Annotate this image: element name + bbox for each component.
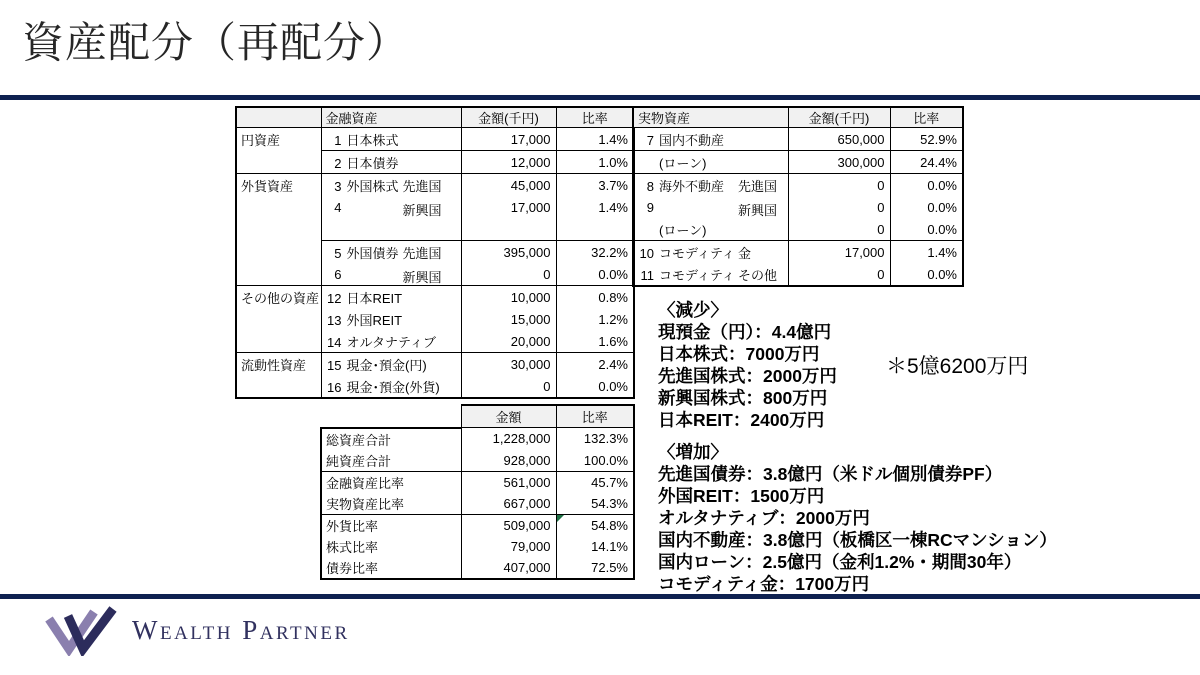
table-row [236, 263, 634, 286]
item-number: 9 [646, 199, 654, 215]
cell-ratio [556, 514, 634, 536]
cell-ratio: 1.4% [556, 196, 634, 218]
cell-item [321, 330, 461, 353]
total-aside-note: ＊5億6200万円 [886, 355, 1029, 378]
cell-item [321, 128, 461, 151]
table-row [236, 128, 634, 151]
cell-ratio: 1.4% [556, 128, 634, 151]
table-row [236, 196, 634, 218]
cell-item [633, 196, 788, 218]
cell-amount: 407,000 [461, 557, 556, 579]
note-line: 国内不動産：3.8億円（板橋区一棟RCマンション） [658, 530, 1057, 550]
cell-ratio: 1.4% [890, 241, 963, 264]
cell-item [633, 151, 788, 174]
cell-amount: 300,000 [788, 151, 890, 174]
item-name: (ローン) [659, 222, 707, 238]
cell-amount: 0 [788, 196, 890, 218]
cell-amount: 17,000 [461, 128, 556, 151]
cell-category [236, 151, 321, 174]
note-line: 現預金（円）：4.4億円 [658, 322, 832, 342]
item-name: 現金･預金(円) [346, 357, 427, 373]
cell-amount: 928,000 [461, 450, 556, 472]
cell-item [321, 353, 461, 376]
item-name: 現金･預金(外貨) [346, 379, 440, 395]
real-assets-table [632, 106, 964, 287]
cell-ratio [556, 218, 634, 241]
table-row [633, 263, 963, 286]
table-header-row [236, 107, 634, 128]
cell-category: 外貨資産 [236, 174, 321, 197]
item-number: 3 [334, 178, 342, 194]
item-region: 新興国 [738, 202, 778, 218]
header-ratio: 比率 [890, 107, 963, 128]
cell-ratio: 3.7% [556, 174, 634, 197]
cell-item [321, 263, 461, 286]
cell-amount: 20,000 [461, 330, 556, 353]
cell-item [321, 196, 461, 218]
cell-category: 流動性資産 [236, 353, 321, 376]
item-region: 新興国 [402, 269, 442, 285]
cell-ratio-value: 54.8% [591, 517, 628, 533]
cell-amount: 0 [788, 174, 890, 197]
cell-category [236, 196, 321, 218]
item-number: 11 [640, 267, 654, 283]
header-amount: 金額(千円) [788, 107, 890, 128]
wealth-partner-logo-icon [44, 604, 118, 656]
cell-ratio: 0.0% [890, 196, 963, 218]
note-line: コモディティ金：1700万円 [658, 574, 870, 594]
item-name: 海外不動産 [659, 178, 725, 194]
cell-ratio: 100.0% [556, 450, 634, 472]
table-row [236, 308, 634, 330]
header-amount: 金額 [461, 405, 556, 428]
table-row [236, 375, 634, 398]
header-asset: 金融資産 [321, 107, 461, 128]
table-row [321, 471, 634, 493]
cell-label: 総資産合計 [321, 428, 461, 450]
summary-table [320, 404, 635, 580]
cell-amount: 0 [788, 218, 890, 241]
note-line: 先進国債券：3.8億円（米ドル個別債券PF） [658, 464, 1003, 484]
item-name: 日本株式 [346, 132, 399, 148]
table-row [236, 218, 634, 241]
header-corner-cell [236, 107, 321, 128]
cell-item [321, 218, 461, 241]
item-name: 外国株式 [346, 178, 399, 194]
item-number: 1 [334, 132, 342, 148]
item-region: その他 [738, 267, 778, 283]
note-line: 新興国株式：800万円 [658, 388, 828, 408]
item-name: 外国REIT [346, 312, 403, 328]
cell-label: 外貨比率 [321, 514, 461, 536]
header-ratio: 比率 [556, 405, 634, 428]
note-line: 先進国株式：2000万円 [658, 366, 837, 386]
table-row [236, 353, 634, 376]
cell-label: 純資産合計 [321, 450, 461, 472]
cell-ratio: 0.0% [890, 218, 963, 241]
brand-name: Wealth Partner [132, 614, 350, 645]
item-name: 国内不動産 [659, 132, 725, 148]
cell-ratio: 0.0% [556, 375, 634, 398]
table-row [321, 557, 634, 579]
cell-category [236, 375, 321, 398]
cell-item [633, 263, 788, 286]
item-name: コモディティ [659, 245, 735, 261]
cell-item [633, 218, 788, 241]
cell-item [321, 174, 461, 197]
cell-item [321, 375, 461, 398]
item-name: 日本REIT [346, 290, 403, 306]
cell-item [633, 241, 788, 264]
cell-ratio: 1.0% [556, 151, 634, 174]
cell-ratio: 132.3% [556, 428, 634, 450]
bottom-divider [0, 594, 1200, 599]
increase-section [658, 441, 1057, 595]
cell-ratio: 72.5% [556, 557, 634, 579]
cell-category [236, 263, 321, 286]
cell-category [236, 330, 321, 353]
cell-amount: 395,000 [461, 241, 556, 264]
cell-label: 株式比率 [321, 536, 461, 557]
cell-ratio: 24.4% [890, 151, 963, 174]
table-row [321, 536, 634, 557]
top-divider [0, 95, 1200, 100]
cell-amount: 0 [461, 375, 556, 398]
table-row [236, 174, 634, 197]
note-line: 外国REIT：1500万円 [658, 486, 825, 506]
note-line: 日本株式：7000万円 [658, 344, 820, 364]
table-row [633, 218, 963, 241]
cell-ratio: 0.0% [890, 263, 963, 286]
cell-ratio: 52.9% [890, 128, 963, 151]
cell-item [633, 128, 788, 151]
item-name: コモディティ [659, 267, 735, 283]
cell-amount: 30,000 [461, 353, 556, 376]
item-number: 4 [334, 199, 342, 215]
cell-category [236, 308, 321, 330]
item-number: 15 [327, 357, 342, 373]
header-ghost-cell [321, 405, 461, 428]
cell-amount: 17,000 [788, 241, 890, 264]
table-row [633, 196, 963, 218]
item-number: 6 [334, 266, 342, 282]
cell-amount: 1,228,000 [461, 428, 556, 450]
header-asset: 実物資産 [633, 107, 788, 128]
cell-ratio: 0.0% [890, 174, 963, 197]
item-region: 先進国 [402, 178, 442, 194]
table-row [321, 450, 634, 472]
item-number: 2 [334, 155, 342, 171]
item-name: 外国債券 [346, 245, 399, 261]
table-row [321, 428, 634, 450]
cell-label: 金融資産比率 [321, 471, 461, 493]
cell-amount: 561,000 [461, 471, 556, 493]
cell-amount: 650,000 [788, 128, 890, 151]
header-ratio: 比率 [556, 107, 634, 128]
cell-ratio: 0.0% [556, 263, 634, 286]
table-row [321, 514, 634, 536]
table-header-row [321, 405, 634, 428]
financial-assets-table [235, 106, 635, 399]
cell-amount: 509,000 [461, 514, 556, 536]
item-name: 日本債券 [346, 155, 399, 171]
table-row [321, 493, 634, 515]
cell-ratio: 14.1% [556, 536, 634, 557]
table-row [236, 286, 634, 309]
note-line: オルタナティブ：2000万円 [658, 508, 870, 528]
item-number: 14 [327, 334, 342, 350]
cell-ratio: 1.6% [556, 330, 634, 353]
cell-item [321, 286, 461, 309]
item-number: 8 [646, 178, 654, 194]
item-name: オルタナティブ [346, 334, 436, 350]
brand-logo [44, 604, 350, 656]
cell-item [321, 308, 461, 330]
cell-amount: 0 [788, 263, 890, 286]
cell-amount: 17,000 [461, 196, 556, 218]
error-marker-icon [557, 515, 564, 522]
decrease-heading: 〈減少〉 [658, 300, 728, 320]
item-number: 5 [334, 245, 342, 261]
decrease-section [658, 299, 837, 431]
item-region: 金 [738, 245, 752, 261]
table-row [633, 151, 963, 174]
cell-category [236, 241, 321, 264]
cell-ratio: 32.2% [556, 241, 634, 264]
item-number: 10 [639, 245, 654, 261]
cell-label: 債券比率 [321, 557, 461, 579]
table-row [633, 174, 963, 197]
item-name: (ローン) [659, 155, 707, 171]
cell-item [321, 151, 461, 174]
cell-amount: 10,000 [461, 286, 556, 309]
table-row [236, 241, 634, 264]
table-row [236, 151, 634, 174]
header-amount: 金額(千円) [461, 107, 556, 128]
page-title: 資産配分（再配分） [22, 19, 410, 66]
cell-amount [461, 218, 556, 241]
table-row [236, 330, 634, 353]
table-header-row [633, 107, 963, 128]
table-row [633, 128, 963, 151]
item-region: 先進国 [402, 245, 442, 261]
cell-category: その他の資産 [236, 286, 321, 309]
cell-amount: 12,000 [461, 151, 556, 174]
note-line: 国内ローン：2.5億円（金利1.2%・期間30年） [658, 552, 1022, 572]
cell-ratio: 1.2% [556, 308, 634, 330]
cell-amount: 45,000 [461, 174, 556, 197]
cell-amount: 79,000 [461, 536, 556, 557]
item-region: 新興国 [402, 202, 442, 218]
item-number: 16 [327, 379, 342, 395]
cell-ratio: 0.8% [556, 286, 634, 309]
cell-category [236, 218, 321, 241]
cell-category: 円資産 [241, 132, 281, 148]
cell-amount: 15,000 [461, 308, 556, 330]
cell-amount: 667,000 [461, 493, 556, 515]
item-number: 7 [646, 132, 654, 148]
cell-amount: 0 [461, 263, 556, 286]
cell-ratio: 2.4% [556, 353, 634, 376]
cell-item [633, 174, 788, 197]
cell-ratio: 45.7% [556, 471, 634, 493]
table-row [633, 241, 963, 264]
item-number: 13 [327, 312, 342, 328]
cell-item [321, 241, 461, 264]
note-line: 日本REIT：2400万円 [658, 410, 825, 430]
cell-ratio: 54.3% [556, 493, 634, 515]
item-region: 先進国 [738, 178, 778, 194]
increase-heading: 〈増加〉 [658, 442, 728, 462]
cell-label: 実物資産比率 [321, 493, 461, 515]
item-number: 12 [327, 290, 342, 306]
